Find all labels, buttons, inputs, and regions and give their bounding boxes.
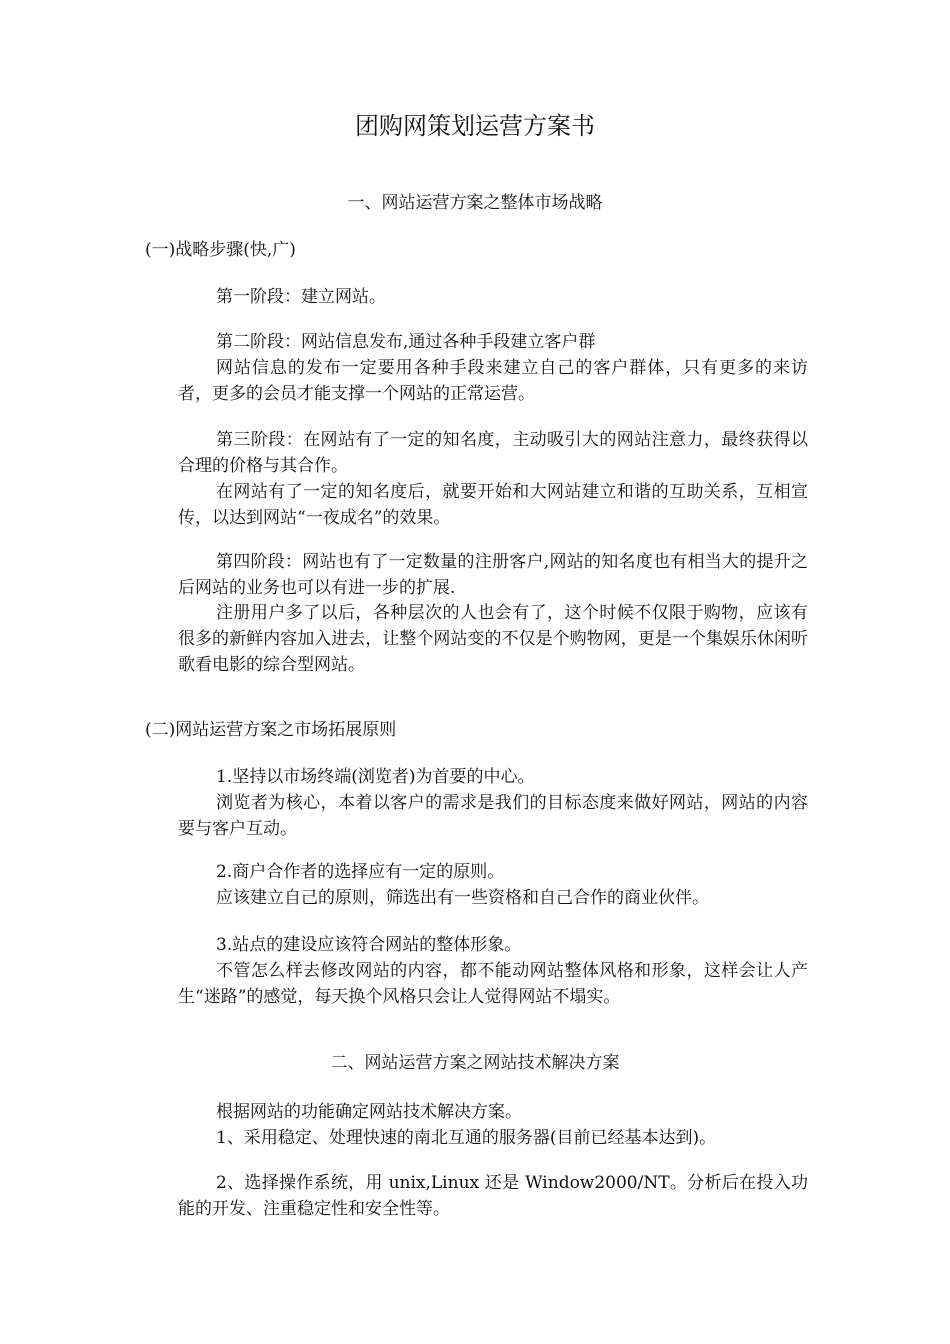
tech1-paragraph: 1、采用稳定、处理快速的南北互通的服务器(目前已经基本达到)。 [216, 1128, 717, 1148]
principle1-detail-paragraph: 浏览者为核心，本着以客户的需求是我们的目标态度来做好网站，网站的内容要与客户互动。 [178, 793, 808, 839]
tech2-paragraph: 2、选择操作系统，用 unix,Linux 还是 Window2000/NT。分析后在投入功能的开发、注重稳定性和安全性等。 [178, 1173, 808, 1219]
stage2-detail-paragraph: 网站信息的发布一定要用各种手段来建立自己的客户群体，只有更多的来访者，更多的会员才能支撑一个网站的正常运营。 [178, 358, 808, 404]
section2-heading: 二、网站运营方案之网站技术解决方案 [330, 1053, 620, 1073]
document-title: 团购网策划运营方案书 [355, 112, 595, 140]
principle2-detail-paragraph: 应该建立自己的原则，筛选出有一些资格和自己合作的商业伙伴。 [216, 888, 709, 908]
principle3-detail-paragraph: 不管怎么样去修改网站的内容，都不能动网站整体风格和形象，这样会让人产生“迷路”的感觉，每天换个风格只会让人觉得网站不塌实。 [178, 961, 808, 1007]
sub1-heading: (一)战略步骤(快,广) [145, 240, 296, 260]
stage1-paragraph: 第一阶段：建立网站。 [216, 287, 386, 307]
principle3-paragraph: 3.站点的建设应该符合网站的整体形象。 [216, 935, 522, 955]
stage2-paragraph: 第二阶段：网站信息发布,通过各种手段建立客户群 [216, 332, 596, 352]
tech-intro-paragraph: 根据网站的功能确定网站技术解决方案。 [216, 1102, 522, 1122]
section1-heading: 一、网站运营方案之整体市场战略 [347, 193, 603, 213]
stage3-paragraph: 第三阶段：在网站有了一定的知名度，主动吸引大的网站注意力，最终获得以合理的价格与其合作。 [178, 430, 808, 476]
stage4-detail-paragraph: 注册用户多了以后，各种层次的人也会有了，这个时候不仅限于购物，应该有很多的新鲜内容加入进去，让整个网站变的不仅是个购物网，更是一个集娱乐休闲听歌看电影的综合型网站。 [178, 603, 808, 675]
principle1-paragraph: 1.坚持以市场终端(浏览者)为首要的中心。 [216, 767, 535, 787]
stage3-detail-paragraph: 在网站有了一定的知名度后，就要开始和大网站建立和谐的互助关系，互相宣传，以达到网站“一夜成名”的效果。 [178, 482, 808, 528]
sub2-heading: (二)网站运营方案之市场拓展原则 [145, 720, 397, 740]
stage4-paragraph: 第四阶段：网站也有了一定数量的注册客户,网站的知名度也有相当大的提升之后网站的业务也可以有进一步的扩展. [178, 552, 808, 598]
principle2-paragraph: 2.商户合作者的选择应有一定的原则。 [216, 862, 505, 882]
